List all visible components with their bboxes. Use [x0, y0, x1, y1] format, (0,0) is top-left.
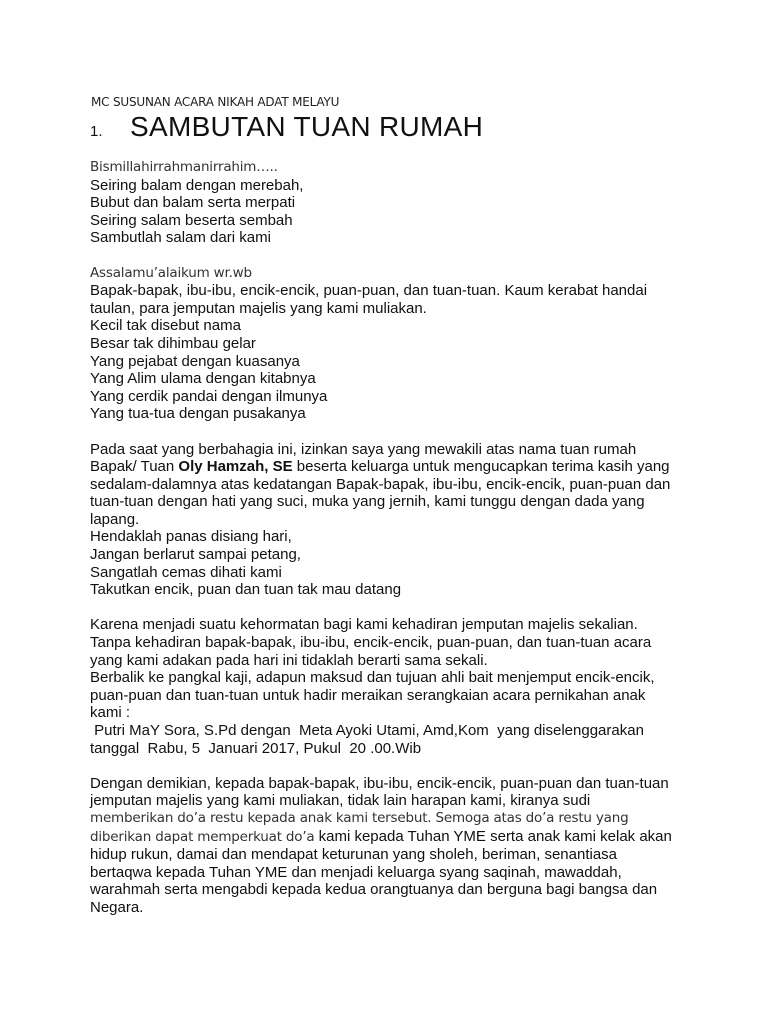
- text-segment: kami kepada Tuhan YME serta anak kami kelak akan: [318, 827, 672, 845]
- text-line: Dengan demikian, kepada bapak-bapak, ibu-ibu, encik-encik, puan-puan dan tuan-tuan: [90, 774, 669, 792]
- text-line: taulan, para jemputan majelis yang kami muliakan.: [90, 299, 427, 317]
- text-line: Bubut dan balam serta merpati: [90, 194, 296, 212]
- text-line-with-name: [90, 458, 690, 476]
- text-line: Negara.: [90, 898, 144, 916]
- paragraph-gap: [90, 757, 690, 775]
- text-line: Seiring salam beserta sembah: [90, 211, 293, 229]
- text-segment: diberikan dapat memperkuat do’a: [90, 828, 319, 845]
- document-body: [90, 159, 690, 917]
- text-segment: beserta keluarga untuk mengucapkan terima kasih yang: [292, 458, 670, 476]
- text-line: bertaqwa kepada Tuhan YME dan menjadi keluarga syang saqinah, mawaddah,: [90, 863, 622, 881]
- document-header: MC SUSUNAN ACARA NIKAH ADAT MELAYU: [91, 95, 340, 109]
- text-line: Jangan berlarut sampai petang,: [90, 546, 301, 564]
- paragraph-gap: [90, 247, 690, 265]
- text-line: Yang tua-tua dengan pusakanya: [90, 405, 306, 423]
- text-line: memberikan do’a restu kepada anak kami tersebut. Semoga atas do’a restu yang: [90, 809, 629, 826]
- text-line: Yang pejabat dengan kuasanya: [90, 352, 300, 370]
- paragraph-gap: [90, 423, 690, 441]
- text-line: puan-puan dan tuan-tuan untuk hadir meraikan serangkaian acara pernikahan anak: [90, 686, 646, 704]
- text-line: Seiring balam dengan merebah,: [90, 176, 304, 194]
- text-line: jemputan majelis yang kami muliakan, tidak lain harapan kami, kiranya sudi: [90, 792, 591, 810]
- text-line: Bapak-bapak, ibu-ibu, encik-encik, puan-puan, dan tuan-tuan. Kaum kerabat handai: [90, 282, 648, 300]
- section-heading: [90, 111, 483, 143]
- text-line: lapang.: [90, 510, 140, 528]
- text-line: tanggal Rabu, 5 Januari 2017, Pukul 20 .00.Wib: [90, 739, 422, 757]
- text-line: Assalamu’alaikum wr.wb: [90, 264, 252, 281]
- host-name: Oly Hamzah, SE: [178, 458, 293, 476]
- text-line: Takutkan encik, puan dan tuan tak mau datang: [90, 581, 402, 599]
- text-line: Berbalik ke pangkal kaji, adapun maksud dan tujuan ahli bait menjemput encik-encik,: [90, 669, 655, 687]
- text-line: Yang cerdik pandai dengan ilmunya: [90, 387, 328, 405]
- text-line: Karena menjadi suatu kehormatan bagi kami kehadiran jemputan majelis sekalian.: [90, 616, 638, 634]
- text-line-mixed: [90, 828, 690, 847]
- text-line: Hendaklah panas disiang hari,: [90, 528, 292, 546]
- text-line: hidup rukun, damai dan mendapat keturunan yang sholeh, beriman, senantiasa: [90, 846, 618, 864]
- text-line: Yang Alim ulama dengan kitabnya: [90, 370, 316, 388]
- text-line: Besar tak dihimbau gelar: [90, 334, 256, 352]
- text-line: Tanpa kehadiran bapak-bapak, ibu-ibu, encik-encik, puan-puan, dan tuan-tuan acara: [90, 634, 652, 652]
- paragraph-gap: [90, 599, 690, 617]
- section-title: SAMBUTAN TUAN RUMAH: [130, 111, 484, 142]
- text-line: kami :: [90, 704, 131, 722]
- text-line: Sambutlah salam dari kami: [90, 229, 271, 247]
- text-line: tuan-tuan dengan hati yang suci, muka yang jernih, kami tunggu dengan dada yang: [90, 493, 645, 511]
- text-line: Pada saat yang berbahagia ini, izinkan saya yang mewakili atas nama tuan rumah: [90, 440, 637, 458]
- text-line: sedalam-dalamnya atas kedatangan Bapak-bapak, ibu-ibu, encik-encik, puan-puan dan: [90, 475, 671, 493]
- text-segment: Bapak/ Tuan: [90, 458, 179, 476]
- section-number: 1.: [90, 123, 103, 140]
- text-line: Kecil tak disebut nama: [90, 317, 241, 335]
- text-line: Bismillahirrahmanirrahim…..: [90, 159, 278, 175]
- text-line: Sangatlah cemas dihati kami: [90, 563, 282, 581]
- text-line: Putri MaY Sora, S.Pd dengan Meta Ayoki Utami, Amd,Kom yang diselenggarakan: [90, 722, 644, 739]
- text-line: yang kami adakan pada hari ini tidaklah berarti sama sekali.: [90, 651, 488, 669]
- text-line: warahmah serta mengabdi kepada kedua orangtuanya dan berguna bagi bangsa dan: [90, 881, 658, 899]
